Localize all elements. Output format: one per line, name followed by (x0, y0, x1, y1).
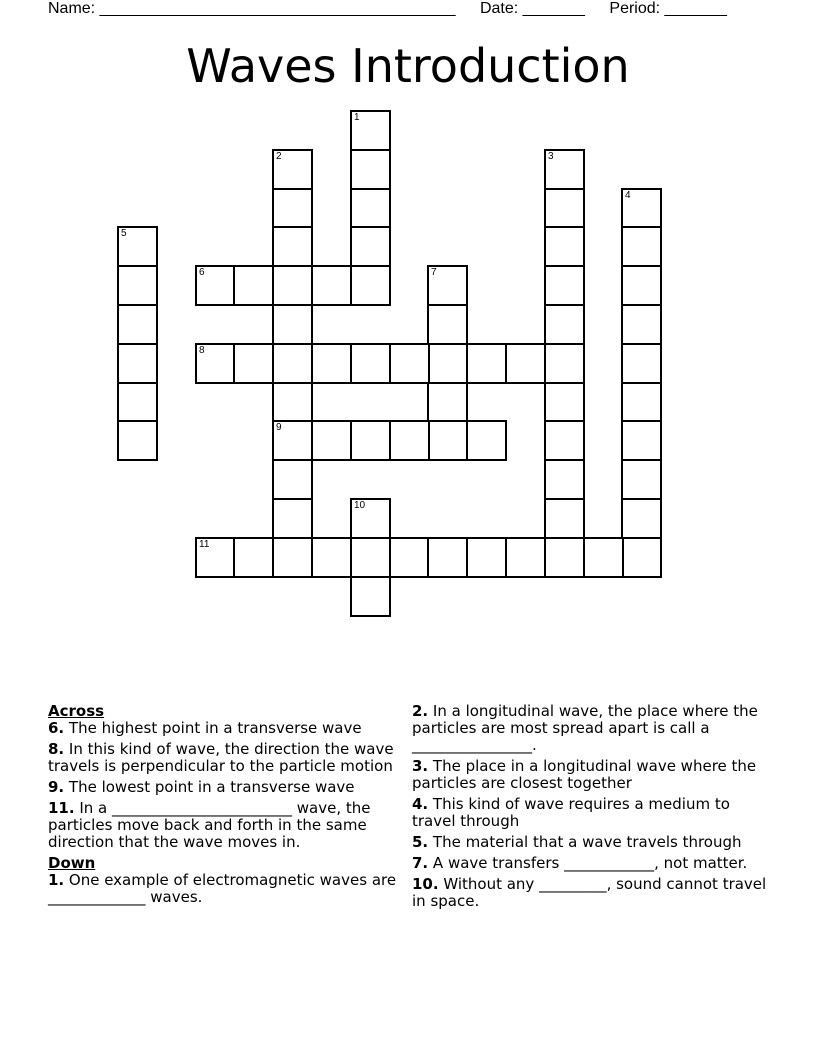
grid-cell[interactable] (427, 382, 468, 423)
clues-right-column (412, 703, 772, 914)
grid-cell[interactable] (583, 537, 624, 578)
grid-cell[interactable] (544, 265, 585, 306)
clue-text: The material that a wave travels through (428, 833, 742, 851)
grid-cell[interactable] (350, 420, 391, 461)
clue-number: 3. (412, 757, 429, 775)
grid-cell[interactable] (117, 226, 158, 267)
clue-text: In a longitudinal wave, the place where the particles are most spread apart is call a ________________. (412, 702, 758, 754)
clue-text: The lowest point in a transverse wave (64, 778, 355, 796)
clue-text: A wave transfers ____________, not matter. (428, 854, 748, 872)
grid-cell[interactable] (117, 343, 158, 384)
clue-number-label: 10 (354, 500, 366, 511)
clues-left-column (48, 703, 408, 910)
grid-cell[interactable] (544, 459, 585, 500)
across-clue-list (48, 720, 408, 851)
grid-cell[interactable] (621, 498, 662, 539)
grid-cell[interactable] (195, 265, 236, 306)
grid-cell[interactable] (117, 382, 158, 423)
grid-cell[interactable] (544, 304, 585, 345)
clue-item (412, 796, 772, 830)
grid-cell[interactable] (389, 343, 430, 384)
clue-text: Without any _________, sound cannot travel in space. (412, 875, 767, 910)
grid-cell[interactable] (233, 537, 274, 578)
grid-cell[interactable] (466, 537, 507, 578)
clue-item (48, 779, 408, 796)
clue-number-label: 2 (276, 151, 282, 162)
grid-cell[interactable] (621, 188, 662, 229)
grid-cell[interactable] (621, 537, 662, 578)
clue-item (412, 855, 772, 872)
grid-cell[interactable] (466, 343, 507, 384)
grid-cell[interactable] (311, 343, 352, 384)
grid-cell[interactable] (272, 498, 313, 539)
grid-cell[interactable] (427, 420, 468, 461)
clue-number-label: 3 (548, 151, 554, 162)
grid-cell[interactable] (621, 226, 662, 267)
down-clue-list (48, 872, 408, 906)
grid-cell[interactable] (272, 420, 313, 461)
clue-text: The place in a longitudinal wave where the particles are closest together (412, 757, 757, 792)
grid-cell[interactable] (311, 265, 352, 306)
grid-cell[interactable] (272, 188, 313, 229)
grid-cell[interactable] (427, 304, 468, 345)
grid-cell[interactable] (350, 537, 391, 578)
grid-cell[interactable] (505, 343, 546, 384)
clue-text: This kind of wave requires a medium to travel through (412, 795, 730, 830)
across-heading: Across (48, 702, 105, 720)
clue-item (48, 872, 408, 906)
clue-number: 5. (412, 833, 429, 851)
grid-cell[interactable] (621, 343, 662, 384)
clue-item (48, 720, 408, 737)
clue-number: 11. (48, 799, 75, 817)
clue-number: 8. (48, 740, 65, 758)
clue-number: 9. (48, 778, 65, 796)
down-heading: Down (48, 854, 96, 872)
clue-number: 4. (412, 795, 429, 813)
grid-cell[interactable] (350, 576, 391, 617)
clue-number-label: 6 (199, 267, 205, 278)
clue-text: In this kind of wave, the direction the wave travels is perpendicular to the particle motion (48, 740, 394, 775)
grid-cell[interactable] (272, 304, 313, 345)
grid-cell[interactable] (544, 537, 585, 578)
grid-cell[interactable] (272, 537, 313, 578)
grid-cell[interactable] (272, 226, 313, 267)
grid-cell[interactable] (544, 149, 585, 190)
clue-number: 10. (412, 875, 439, 893)
clue-number: 1. (48, 871, 65, 889)
clue-number-label: 4 (625, 190, 631, 201)
grid-cell[interactable] (621, 304, 662, 345)
grid-cell[interactable] (621, 382, 662, 423)
grid-cell[interactable] (544, 420, 585, 461)
clue-number-label: 8 (199, 345, 205, 356)
grid-cell[interactable] (195, 343, 236, 384)
grid-cell[interactable] (427, 343, 468, 384)
grid-cell[interactable] (350, 265, 391, 306)
grid-cell[interactable] (544, 188, 585, 229)
clue-number: 7. (412, 854, 429, 872)
grid-cell[interactable] (621, 265, 662, 306)
clue-item (48, 741, 408, 775)
grid-cell[interactable] (272, 459, 313, 500)
grid-cell[interactable] (350, 343, 391, 384)
grid-cell[interactable] (427, 265, 468, 306)
clue-item (412, 834, 772, 851)
clue-text: In a ________________________ wave, the particles move back and forth in the same direction that the wave moves in. (48, 799, 371, 851)
clue-number-label: 7 (431, 267, 437, 278)
clue-item (412, 876, 772, 910)
clue-number-label: 9 (276, 422, 282, 433)
grid-cell[interactable] (311, 537, 352, 578)
worksheet-header (48, 0, 747, 18)
date-field[interactable]: Date: _______ (479, 0, 585, 17)
clue-number-label: 5 (121, 228, 127, 239)
grid-cell[interactable] (544, 343, 585, 384)
grid-cell[interactable] (272, 149, 313, 190)
grid-cell[interactable] (117, 304, 158, 345)
grid-cell[interactable] (544, 226, 585, 267)
clue-item (48, 800, 408, 851)
grid-cell[interactable] (544, 382, 585, 423)
grid-cell[interactable] (195, 537, 236, 578)
clue-number-label: 1 (354, 112, 360, 123)
grid-cell[interactable] (350, 110, 391, 151)
grid-cell[interactable] (544, 498, 585, 539)
page-title: Waves Introduction (186, 39, 630, 93)
clue-text: One example of electromagnetic waves are _____________ waves. (48, 871, 397, 906)
grid-cell[interactable] (350, 149, 391, 190)
grid-cell[interactable] (233, 265, 274, 306)
grid-cell[interactable] (466, 420, 507, 461)
clue-number: 6. (48, 719, 65, 737)
clue-number: 2. (412, 702, 429, 720)
grid-cell[interactable] (117, 265, 158, 306)
grid-cell[interactable] (350, 188, 391, 229)
grid-cell[interactable] (505, 537, 546, 578)
clue-number-label: 11 (199, 539, 210, 550)
clue-item (412, 703, 772, 754)
grid-cell[interactable] (233, 343, 274, 384)
grid-cell[interactable] (621, 459, 662, 500)
grid-cell[interactable] (389, 537, 430, 578)
name-field[interactable]: Name: ________________________________________ (48, 0, 456, 17)
grid-cell[interactable] (272, 382, 313, 423)
grid-cell[interactable] (272, 265, 313, 306)
grid-cell[interactable] (117, 420, 158, 461)
grid-cell[interactable] (389, 420, 430, 461)
down-clue-list-continued (412, 703, 772, 910)
period-field[interactable]: Period: _______ (609, 0, 727, 17)
grid-cell[interactable] (311, 420, 352, 461)
clue-item (412, 758, 772, 792)
grid-cell[interactable] (350, 226, 391, 267)
grid-cell[interactable] (427, 537, 468, 578)
grid-cell[interactable] (272, 343, 313, 384)
clue-text: The highest point in a transverse wave (64, 719, 362, 737)
grid-cell[interactable] (350, 498, 391, 539)
grid-cell[interactable] (621, 420, 662, 461)
